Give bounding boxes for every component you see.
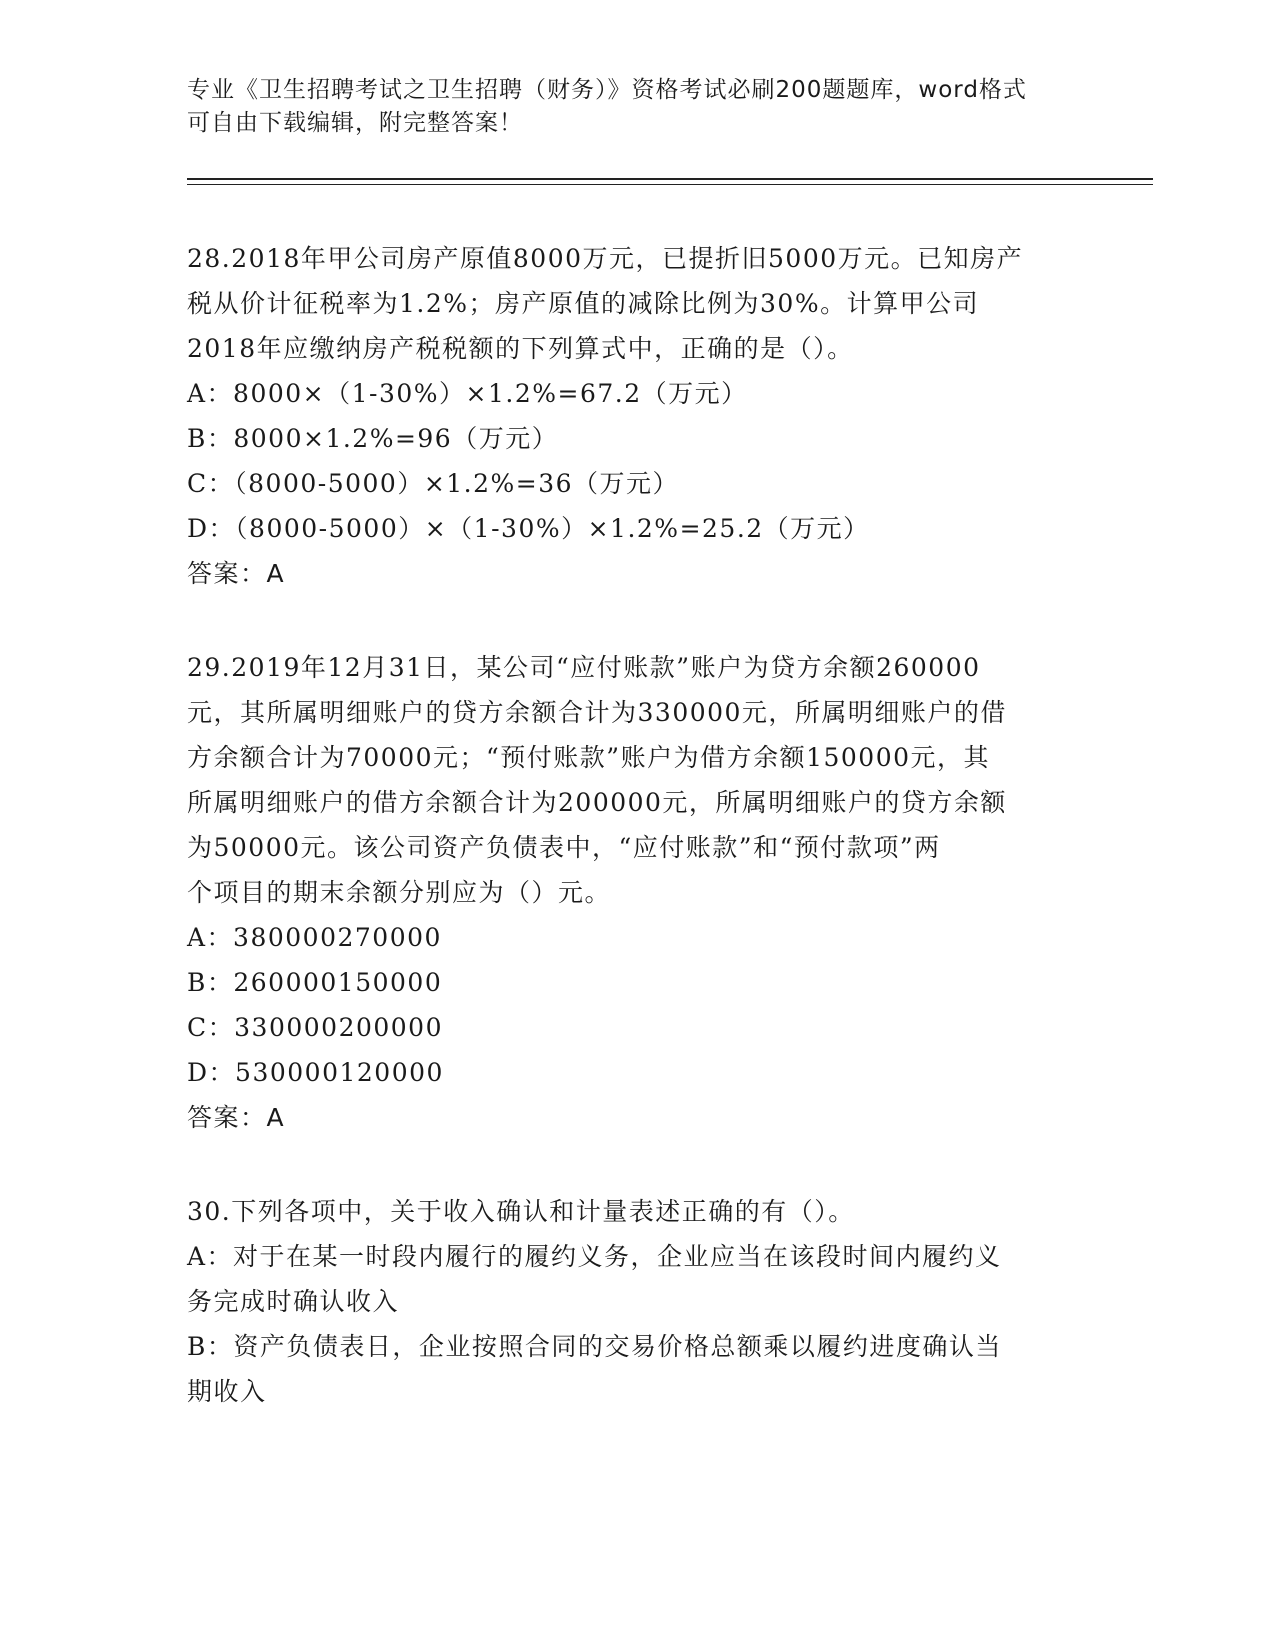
header-divider (187, 178, 1153, 180)
option-c: C：（8000-5000）×1.2%=36（万元） (187, 469, 680, 498)
option-d: D：（8000-5000）×（1-30%）×1.2%=25.2（万元） (187, 514, 870, 543)
question-text-line: 2018年应缴纳房产税税额的下列算式中，正确的是（）。 (187, 334, 854, 363)
question-29 (187, 645, 1087, 1140)
option-b: B：8000×1.2%=96（万元） (187, 424, 559, 453)
question-text-line: 元，其所属明细账户的贷方余额合计为330000元，所属明细账户的借 (187, 698, 1007, 727)
question-text-line: 个项目的期末余额分别应为（）元。 (187, 878, 612, 907)
option-b: B：260000150000 (187, 968, 443, 997)
question-text-line: 为50000元。该公司资产负债表中，“应付账款”和“预付款项”两 (187, 833, 941, 862)
question-text-line: 方余额合计为70000元；“预付账款”账户为借方余额150000元，其 (187, 743, 991, 772)
option-a: A：8000×（1-30%）×1.2%=67.2（万元） (187, 379, 748, 408)
option-b: B：资产负债表日，企业按照合同的交易价格总额乘以履约进度确认当 (187, 1332, 1002, 1361)
question-list (187, 236, 1087, 1414)
question-text-line: 29.2019年12月31日，某公司“应付账款”账户为贷方余额260000 (187, 653, 981, 682)
document-header (187, 74, 1067, 140)
header-divider-thin (187, 184, 1153, 185)
option-a: A：对于在某一时段内履行的履约义务，企业应当在该段时间内履约义 (187, 1242, 1002, 1271)
header-line-2: 可自由下载编辑，附完整答案！ (187, 110, 523, 136)
question-text-line: 28.2018年甲公司房产原值8000万元，已提折旧5000万元。已知房产 (187, 244, 1024, 273)
question-text-line: 税从价计征税率为1.2%；房产原值的减除比例为30%。计算甲公司 (187, 289, 980, 318)
answer-line: 答案：A (187, 1103, 286, 1132)
option-c: C：330000200000 (187, 1013, 443, 1042)
question-text-line: 30.下列各项中，关于收入确认和计量表述正确的有（）。 (187, 1197, 855, 1226)
answer-line: 答案：A (187, 559, 286, 588)
option-a-continued: 务完成时确认收入 (187, 1287, 400, 1316)
option-d: D：530000120000 (187, 1058, 444, 1087)
option-b-continued: 期收入 (187, 1377, 267, 1406)
header-line-1: 专业《卫生招聘考试之卫生招聘（财务）》资格考试必刷200题题库，word格式 (187, 77, 1027, 103)
option-a: A：380000270000 (187, 923, 442, 952)
question-28 (187, 236, 1087, 596)
question-text-line: 所属明细账户的借方余额合计为200000元，所属明细账户的贷方余额 (187, 788, 1007, 817)
question-30 (187, 1189, 1087, 1414)
